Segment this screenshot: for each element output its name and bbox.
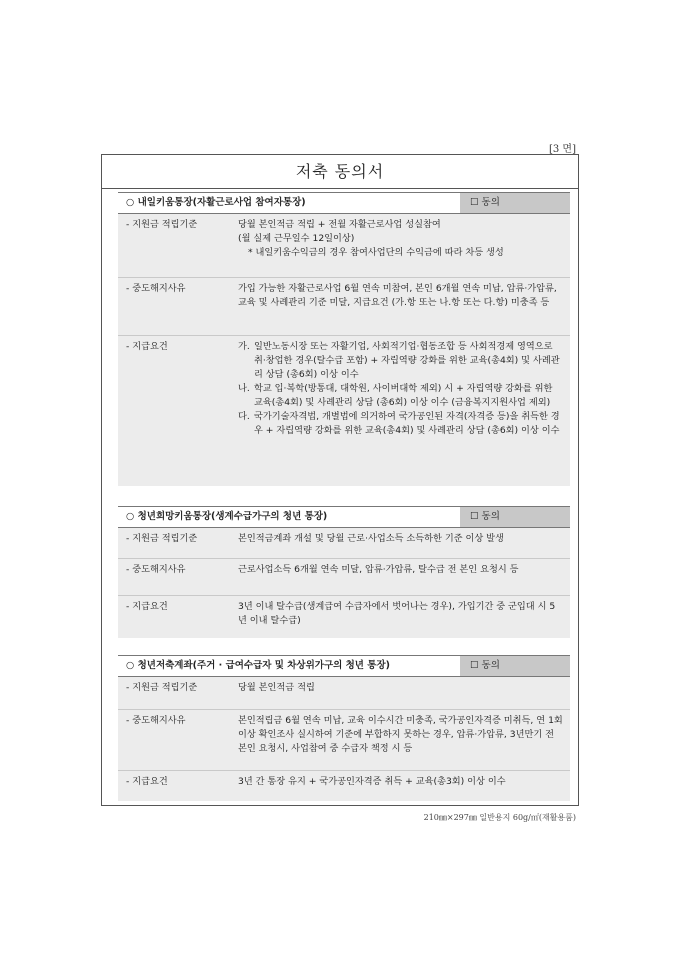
row-content [238,214,570,277]
section-naeil-kium [118,192,570,486]
row-content: 3년 이내 탈수급(생계급여 수급자에서 벗어나는 경우), 가입기간 중 군입대 시 5년 이내 탈수급) [238,601,556,626]
table-row [118,214,570,278]
row-label: - 중도해지사유 [126,715,186,726]
table-row [118,771,570,801]
row-label: - 지급요건 [126,776,168,787]
agree-checkbox[interactable]: ☐ 동의 [460,193,570,213]
agree-checkbox[interactable]: ☐ 동의 [460,656,570,676]
agree-checkbox[interactable]: ☐ 동의 [460,507,570,527]
section-header [118,192,570,214]
item-text: 학교 입·복학(방통대, 대학원, 사이버대학 제외) 시 + 자립역량 강화를 위한 교육(총4회) 및 사례관리 상담 (총6회) 이상 이수 (금융복지지원사업 제외) [254,383,553,408]
row-label: - 중도해지사유 [126,283,186,294]
row-content: 본인적금계좌 개설 및 당월 근로·사업소득 소득하한 기준 이상 발생 [238,533,504,544]
section-header [118,655,570,677]
row-label: - 지급요건 [126,341,168,352]
item-marker: 다. [238,411,250,422]
item-text: 일반노동시장 또는 자활기업, 사회적기업·협동조합 등 사회적경제 영역으로 취·창업한 경우(탈수급 포함) + 자립역량 강화를 위한 교육(총4회) 및 사례관리 상담 (총6회) 이상 이수 [254,341,560,380]
section-title: ○ 청년저축계좌(주거 · 급여수급자 및 차상위가구의 청년 통장) [126,660,390,671]
table-row [118,528,570,559]
item-text: 국가기술자격법, 개별법에 의거하여 국가공인된 자격(자격증 등)을 취득한 경우 + 자립역량 강화를 위한 교육(총4회) 및 사례관리 상담 (총6회) 이상 이수 [254,411,560,436]
table-row [118,596,570,638]
table-row [118,278,570,336]
section-header [118,506,570,528]
row-content: 본인적립금 6월 연속 미납, 교육 이수시간 미충족, 국가공인자격증 미취득, 연 1회 이상 확인조사 실시하여 기준에 부합하지 못하는 경우, 압류·가압류, 3년만기 전 본인 요청시, 사업참여 중 수급자 책정 시 등 [238,715,563,754]
list-item [238,410,564,438]
table-row [118,559,570,596]
row-content: 3년 간 통장 유지 + 국가공인자격증 취득 + 교육(총3회) 이상 이수 [238,776,506,787]
row-content: 당월 본인적금 적립 [238,682,315,693]
paper-spec-footer: 210㎜×297㎜ 일반용지 60g/㎡(재활용품) [423,813,576,822]
content-line: 당월 본인적금 적립 + 전월 자활근로사업 성실참여 [238,219,441,230]
table-row [118,710,570,771]
row-content: 근로사업소득 6개월 연속 미달, 압류·가압류, 탈수급 전 본인 요청시 등 [238,564,519,575]
row-label: - 지급요건 [126,601,168,612]
content-line: (월 실제 근무일수 12일이상) [238,233,355,244]
section-youth-savings [118,655,570,801]
row-content [238,336,570,486]
page-number: [3 면] [548,144,576,155]
row-label: - 지원금 적립기준 [126,219,198,230]
list-item [238,340,564,382]
content-note: * 내일키움수익금의 경우 참여사업단의 수익금에 따라 차등 생성 [248,247,504,258]
consent-form [101,154,579,806]
table-row [118,677,570,710]
table-row [118,336,570,486]
row-content: 가입 가능한 자활근로사업 6월 연속 미참여, 본인 6개월 연속 미납, 압류·가압류, 교육 및 사례관리 기준 미달, 지급요건 (가.항 또는 나.항 또는 다.항) 미충족 등 [238,283,557,308]
item-marker: 나. [238,383,250,394]
page-title: 저축 동의서 [102,155,578,189]
list-item [238,382,564,410]
row-label: - 지원금 적립기준 [126,682,198,693]
row-label: - 지원금 적립기준 [126,533,198,544]
row-label: - 중도해지사유 [126,564,186,575]
section-youth-hope [118,506,570,638]
item-marker: 가. [238,341,250,352]
section-title: ○ 청년희망키움통장(생계수급가구의 청년 통장) [126,511,328,522]
section-title: ○ 내일키움통장(자활근로사업 참여자통장) [126,197,306,208]
